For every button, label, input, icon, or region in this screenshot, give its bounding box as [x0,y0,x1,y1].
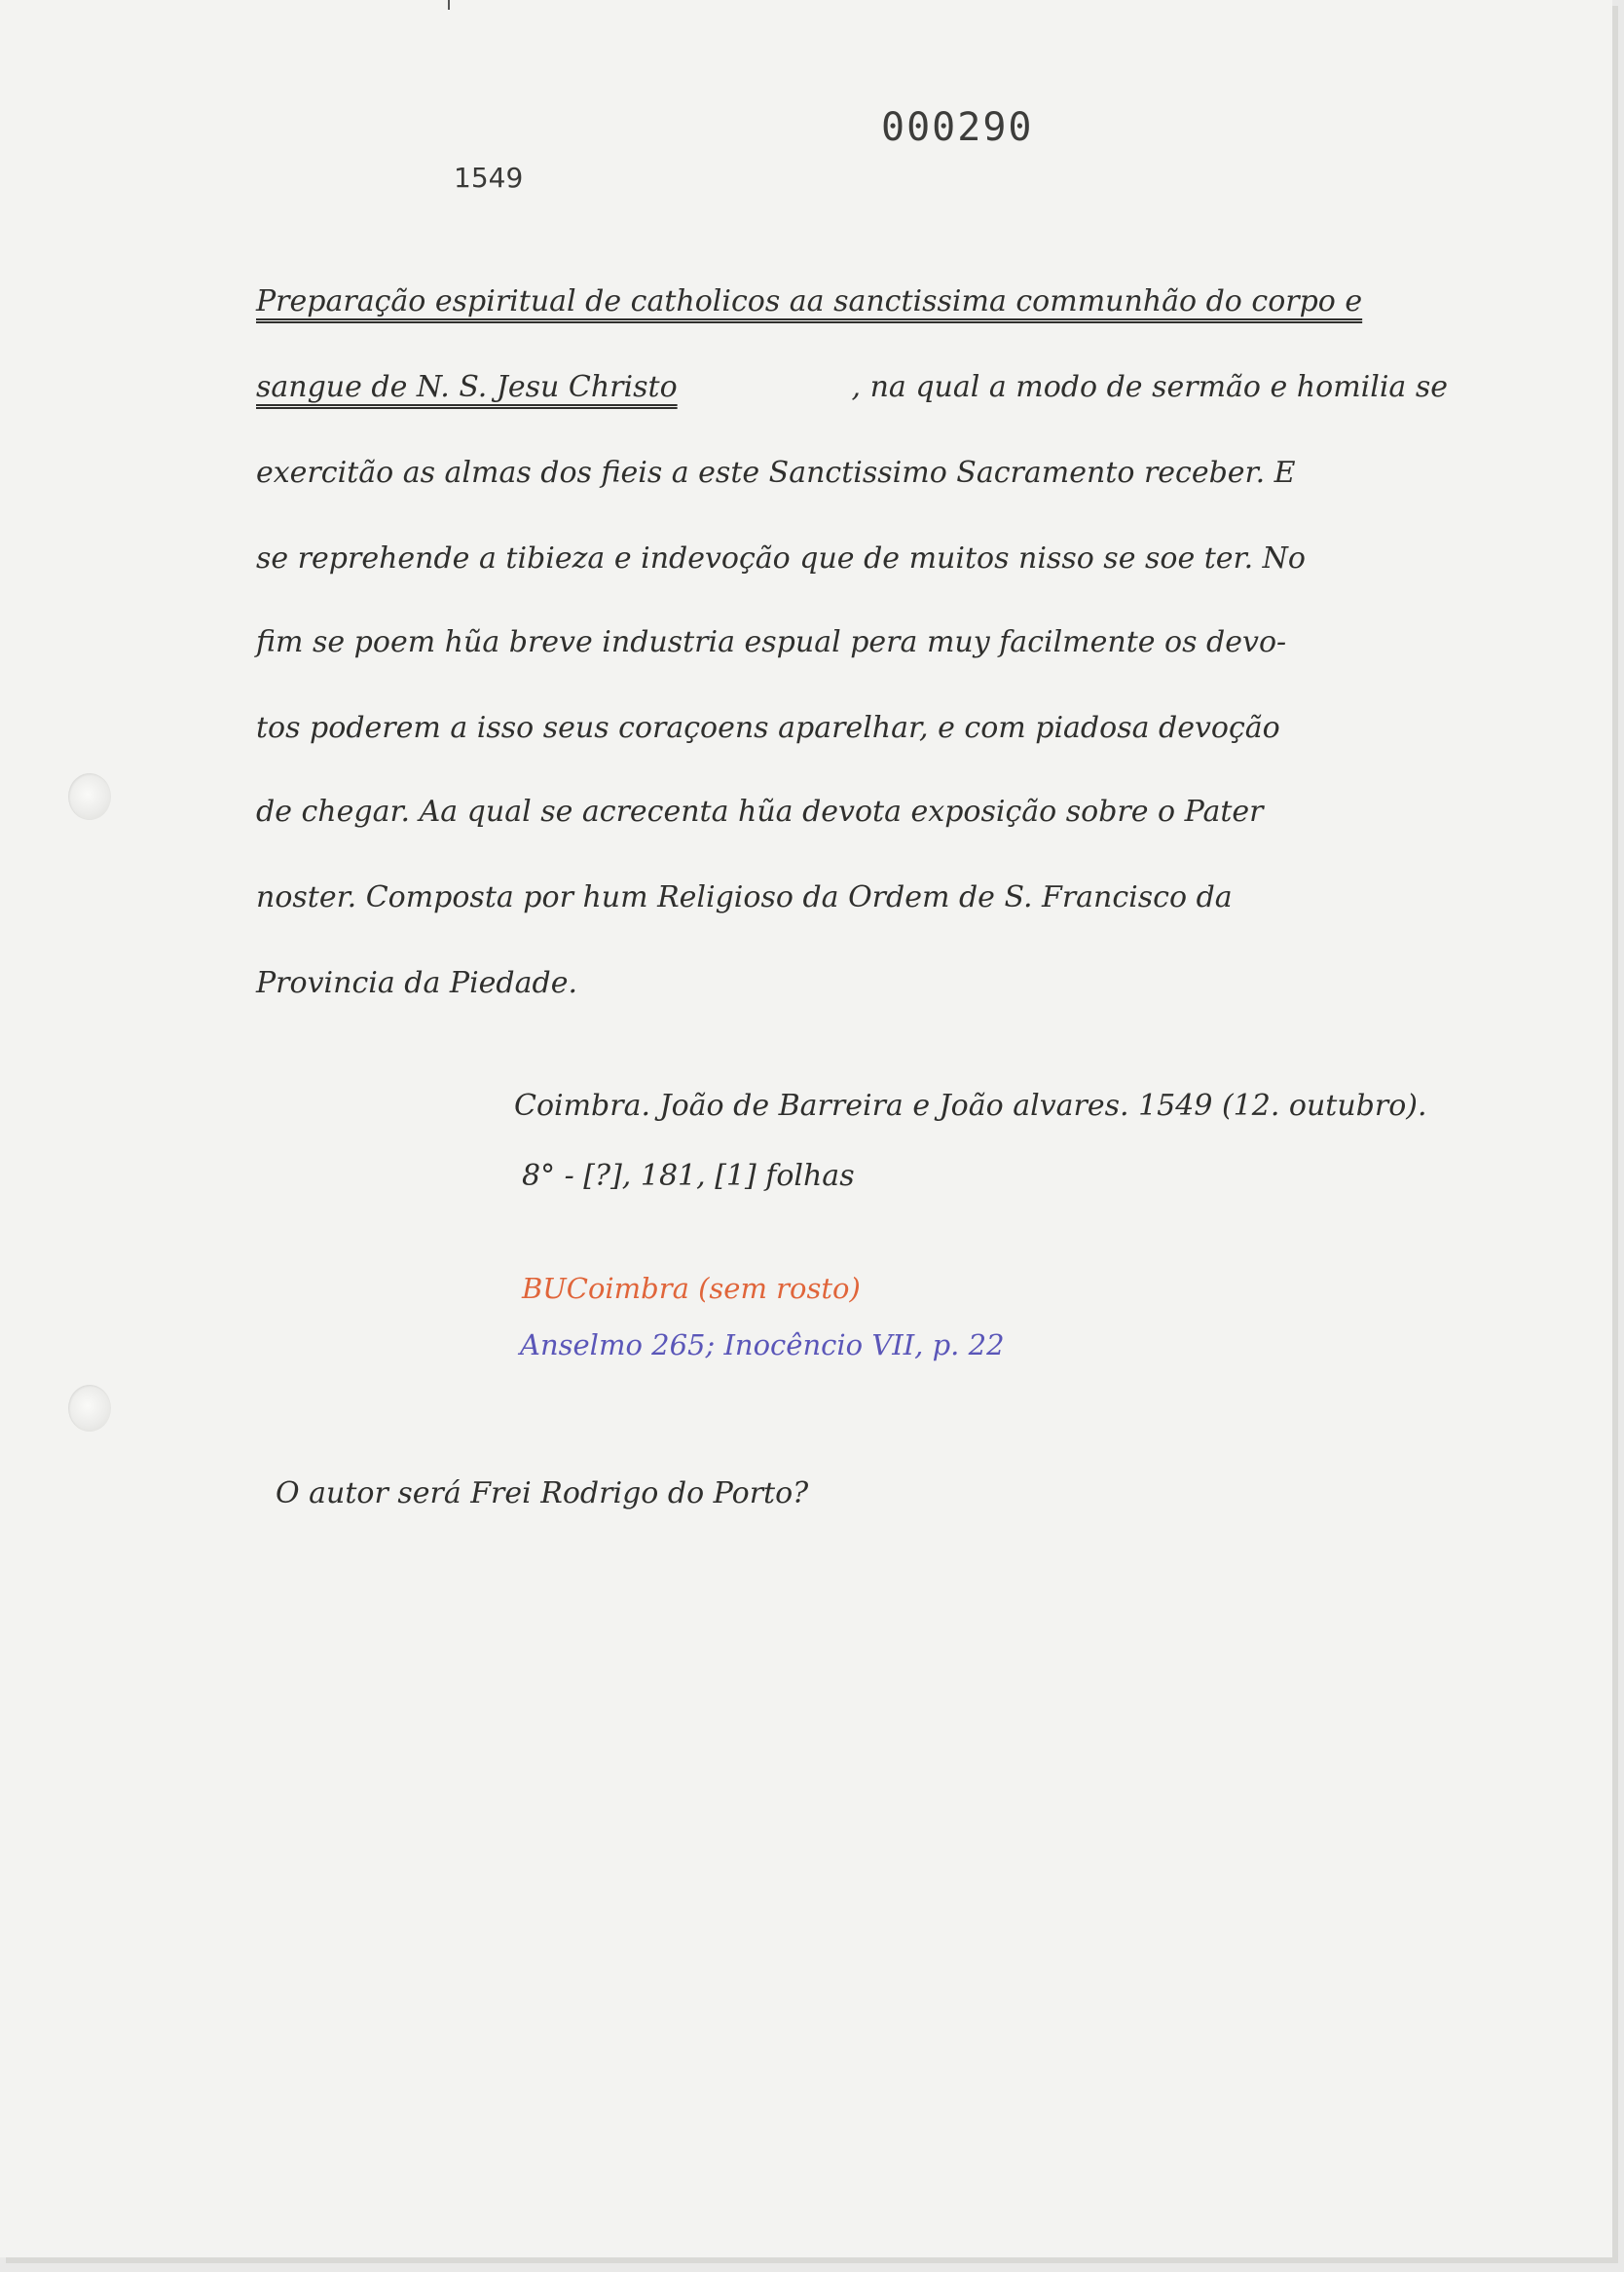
title-line-2 [256,370,1448,404]
top-edge-mark [448,0,450,10]
title-line-9 [256,966,646,1000]
title-text: exercitão as almas dos fieis a este Sanctissimo Sacramento receber. E [256,456,1296,490]
title-text: Provincia da Piedade. [256,966,578,1000]
library-location: BUCoimbra (sem rosto) [522,1272,861,1305]
title-text: , na qual a modo de sermão e homilia se [851,370,1448,404]
document-year: 1549 [454,162,524,194]
bibliographic-references: Anselmo 265; Inocêncio VII, p. 22 [520,1328,1005,1361]
title-text: noster. Composta por hum Religioso da Ordem de S. Francisco da [256,880,1233,914]
title-text: Preparação espiritual de catholicos aa sanctissima communhão do corpo e [256,284,1363,318]
title-line-7 [256,795,1479,829]
punch-hole [68,773,111,820]
title-line-6 [256,711,1454,745]
title-text: de chegar. Aa qual se acrecenta hũa devota exposição sobre o Pater [256,795,1264,829]
imprint: Coimbra. João de Barreira e João alvares. 1549 (12. outubro). [514,1089,1427,1123]
author-note: O autor será Frei Rodrigo do Porto? [276,1476,809,1510]
title-line-8 [256,880,1446,914]
document-number: 000290 [881,105,1034,150]
title-text-underlined: sangue de N. S. Jesu Christo [256,370,678,404]
title-text: tos poderem a isso seus coraçoens aparelhar, e com piadosa devoção [256,711,1280,745]
title-line-4 [256,541,1446,576]
title-text: fim se poem hũa breve industria espual pera muy facilmente os devo- [256,625,1287,659]
punch-hole [68,1385,111,1432]
title-line-1 [256,284,1444,318]
title-line-3 [256,456,1434,490]
title-line-5 [256,625,1489,659]
collation: 8° - [?], 181, [1] folhas [522,1159,855,1193]
title-text: se reprehende a tibieza e indevoção que de muitos nisso se soe ter. No [256,541,1306,576]
